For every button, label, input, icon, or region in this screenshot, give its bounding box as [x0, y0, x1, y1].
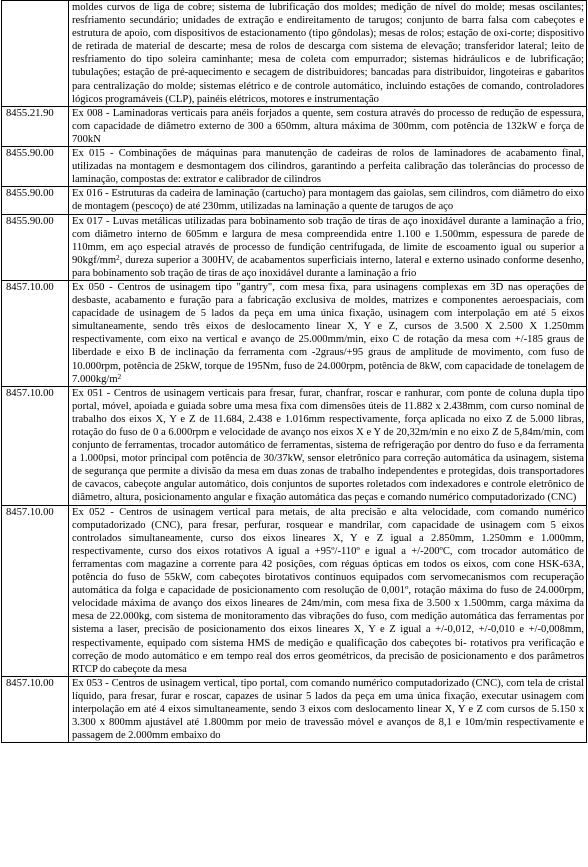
- superscript: 2: [117, 372, 122, 381]
- description-text: Ex 050 - Centros de usinagem tipo "gantry", com mesa fixa, para usinagens complexas em 3D nas operações de desbaste, acabamento e furação para a fabricação exclusiva de moldes, matrizes e componentes aeroespaciais, com capacidade de usinagem de 5 lados da peça em uma única fixação, usinagem com interpolação em até 5 eixos simultaneamente, sendo três eixos de deslocamento linear X, Y e Z, cursos de 3.500 X 2.500 X 1.250mm respectivamente, com eixo na vertical e avanço de 25.000mm/min, eixo C de rotação da mesa com +/-185 graus de liberdade e eixo B de inclinação da ferramenta com -2graus/+95 graus de amplitude de movimento, com fuso de 10.000rpm, potência de 25kW, torque de 195Nm, fuso de 24.000rpm, potência de 8kW, com capacidade de tonelagem de 7.000kg/m: [72, 281, 584, 385]
- table-row: [2, 505, 587, 676]
- ncm-code-cell: 8457.10.00: [2, 386, 69, 505]
- description-cell: Ex 053 - Centros de usinagem vertical, tipo portal, com comando numérico computadorizado (CNC), com tela de cristal líquido, para fresar, furar e roscar, capazes de usinar 5 lados da peça em uma única fixação, executar usinagem com interpolação em até 4 eixos simultaneamente, sendo 3 eixos com deslocamento linear X, Y e Z com cursos de 5.150 x 3.300 x 800mm ajustável até 1.800mm por meio de travessão móvel e avanços de 8,1 e 10m/min respectivamente e passagem de 2.000mm embaixo do: [69, 676, 587, 742]
- description-cell: Ex 051 - Centros de usinagem verticais para fresar, furar, chanfrar, roscar e ranhurar, com ponte de coluna dupla tipo portal, móvel, apoiada e guiada sobre uma mesa fixa com dimensões úteis de 11.882 x 2.438mm, com curso nominal de trabalho dos eixos X, Y e Z de 11.684, 2.438 e 1.016mm respectivamente, força aplicada no eixo Z de 5.000 libras, rotação do fuso de 0 a 6.000rpm e velocidade de avanço nos eixos X e Y de 20,32m/min e no eixo Z de 5,84m/min, com conjunto de ferramentas, trocador automático de ferramentas, sistema de refrigeração por dentro do fuso e da ferramenta a 1.000psi, motor principal com potência de 30/37kW, sensor eletrônico para correção automática da usinagem, sistema de segurança que permite a divisão da mesa em duas zonas de trabalho independentes e protegidas, dois transportadores de cavacos, cabeçote angular automático, dois conjuntos de suportes roletados com indexadores e controle eletrônico de diâmetro, altura, posicionamento angular e fixação automática das peças e comando numérico computadorizado (CNC): [69, 386, 587, 505]
- superscript: 2: [116, 253, 120, 262]
- table-row: [2, 280, 587, 386]
- ncm-code-cell: 8457.10.00: [2, 505, 69, 676]
- description-cell: Ex 052 - Centros de usinagem vertical para metais, de alta precisão e alta velocidade, com comando numérico computadorizado (CNC), para fresar, perfurar, rosquear e mandrilar, com capacidade de usinagem com 5 eixos controlados simultaneamente, curso dos eixos lineares X, Y e Z igual a 2.850mm, 1.250mm e 1.000mm, respectivamente, curso dos eixos rotativos A igual a +95º/-110º e igual a +/-200ºC, com trocador automático de ferramentas com magazine a corrente para 42 posições, com réguas ópticas em todos os eixos, com cone HSK-63A, potência do fuso de 55kW, com cabeçotes birotativos contínuos equipados com servomecanismos com recuperação automática da folga e capacidade de posicionamento com resolução de 0,001º, rotação máxima do fuso de 24.000rpm, velocidade máxima de avanço dos eixos lineares de 24m/min, com mesa fixa de 3.500 x 1.500mm, carga máxima da mesa de 22.000kg, com sistema de monitoramento das vibrações do fuso, com medição automática das ferramentas por sistema a laser, precisão de posicionamento dos eixos lineares X, Y e Z igual a +/-0,012, +/-0,010 e +/-0,008mm, respectivamente, equipado com sistema HMS de medição e qualificação dos cabeçotes bi- rotativos pra verificação e correção de modo automático e em tempo real dos erros geométricos, da precisão de posicionamento e dos parâmetros RTCP do cabeçote da mesa: [69, 505, 587, 676]
- ncm-code-cell: 8457.10.00: [2, 280, 69, 386]
- description-cell: Ex 015 - Combinações de máquinas para manutenção de cadeiras de rolos de laminadores de acabamento final, utilizadas na montagem e desmontagem dos cilindros, garantindo a perfeita calibração das tolerâncias do processo de laminação, compostas de: extrator e calibrador de cilindros: [69, 147, 587, 187]
- table-row: [2, 214, 587, 280]
- description-cell: [69, 280, 587, 386]
- table-row: [2, 106, 587, 146]
- table-row: [2, 187, 587, 214]
- table-row: [2, 147, 587, 187]
- ncm-code-cell: 8455.90.00: [2, 187, 69, 214]
- description-cell: [69, 214, 587, 280]
- description-cell: Ex 008 - Laminadoras verticais para anéis forjados a quente, sem costura através do processo de redução de espessura, com capacidade de diâmetro externo de 300 a 650mm, altura máxima de 300mm, com potência de 132kW e força de 700kN: [69, 106, 587, 146]
- ncm-code-cell: 8455.90.00: [2, 214, 69, 280]
- table-row: [2, 676, 587, 742]
- ncm-code-cell: [2, 1, 69, 107]
- description-cell: Ex 016 - Estruturas da cadeira de laminação (cartucho) para montagem das gaiolas, sem cilindros, com diâmetro do eixo de montagem (pescoço) de até 230mm, utilizadas na laminação a quente de tarugos de aço: [69, 187, 587, 214]
- table-row: [2, 386, 587, 505]
- description-cell: moldes curvos de liga de cobre; sistema de lubrificação dos moldes; medição de nível do molde; mesas oscilantes; resfriamento secundário; unidades de extração e endireitamento de tarugos; conjunto de barra falsa com cabeçotes e estrutura de apoio, com dispositivos de estacionamento (tipo gôndolas); mesas de rolos; estação de oxi-corte; dispositivo de retirada de material de descarte; mesa de rolos de descarga com sistema de elevação; transferidor lateral; leito de resfriamento do tipo soleira caminhante; mesa de coleta com empurrador; sistemas hidráulicos e de lubrificação; tubulações; estação de pré-aquecimento e secagem de distribuidores; bancadas para distribuidor, lingoteiras e gabaritos para centralização do molde; sistemas elétrico e de controle automático, incluindo estações de comando, controladores lógicos programáveis (CLP), painéis elétricos, motores e instrumentação: [69, 1, 587, 107]
- table-row: [2, 1, 587, 107]
- ncm-code-cell: 8455.21.90: [2, 106, 69, 146]
- ncm-code-cell: 8457.10.00: [2, 676, 69, 742]
- description-text: Ex 017 - Luvas metálicas utilizadas para bobinamento sob tração de tiras de aço inoxidável durante a laminação a frio, com diâmetro interno de 605mm e largura de mesa compreendida entre 1.100 e 1.500mm, espessura de parede de 110mm, em aço especial através de processo de fundição centrifugada, de limite de escoamento igual ou superior a 90kgf/mm: [72, 215, 584, 266]
- ncm-code-cell: 8455.90.00: [2, 147, 69, 187]
- description-text: , dureza superior a 300HV, de acabamentos superficiais interno, lateral e externo usinado conforme desenho, para bobinamento sob tração de tiras de aço inoxidável durante a laminação a frio: [72, 254, 584, 279]
- tariff-table: [1, 0, 587, 743]
